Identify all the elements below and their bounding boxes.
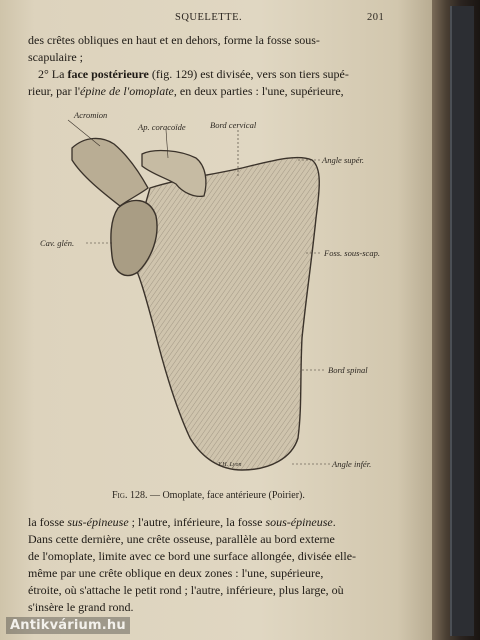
page-number: 201: [367, 12, 385, 23]
book-cover-board: [450, 6, 474, 636]
label-bord-spinal: Bord spinal: [328, 365, 368, 375]
scapula-figure: [30, 108, 390, 478]
label-angle-infer: Angle infér.: [332, 459, 372, 469]
figure-caption: [112, 490, 305, 501]
text-line: scapulaire ;: [28, 50, 83, 64]
caption-figure-number: Fig. 128.: [112, 490, 148, 501]
acromion-shape: [72, 138, 148, 206]
text-line: même par une crête oblique en deux zones : l'une, supérieure,: [28, 566, 324, 580]
text-line: Dans cette dernière, une crête osseuse, parallèle au bord externe: [28, 532, 335, 546]
engraver-signature: Y.H. Lyon: [218, 462, 242, 468]
text-line: 2° La face postérieure (fig. 129) est divisée, vers son tiers supé-: [38, 67, 349, 81]
label-foss-sous-scap: Foss. sous-scap.: [324, 248, 380, 258]
text-line: rieur, par l'épine de l'omoplate, en deux parties : l'une, supérieure,: [28, 84, 344, 98]
label-angle-super: Angle supér.: [322, 155, 365, 165]
paragraph-top: [28, 32, 386, 100]
paragraph-bottom: [28, 514, 386, 616]
label-cav-glen: Cav. glén.: [40, 238, 75, 248]
text-line: s'insère le grand rond.: [28, 600, 134, 614]
watermark-logo: Antikvárium.hu: [6, 617, 130, 634]
label-bord-cervical: Bord cervical: [210, 120, 257, 130]
text-line: étroite, où s'attache le petit rond ; l'autre, inférieure, plus large, où: [28, 583, 344, 597]
caption-text: — Omoplate, face antérieure (Poirier).: [147, 490, 305, 501]
text-line: de l'omoplate, limite avec ce bord une surface allongée, divisée elle-: [28, 549, 357, 563]
text-line: des crêtes obliques en haut et en dehors, forme la fosse sous-: [28, 33, 320, 47]
blade-shading: [130, 158, 319, 470]
text-line: la fosse sus-épineuse ; l'autre, inférieure, la fosse sous-épineuse.: [28, 515, 336, 529]
header-title: SQUELETTE.: [175, 12, 243, 23]
running-header: [0, 8, 420, 26]
label-ap-coracoide: Ap. coracoïde: [138, 122, 186, 132]
book-spine-edge: [432, 0, 480, 640]
label-acromion: Acromion: [74, 110, 108, 120]
